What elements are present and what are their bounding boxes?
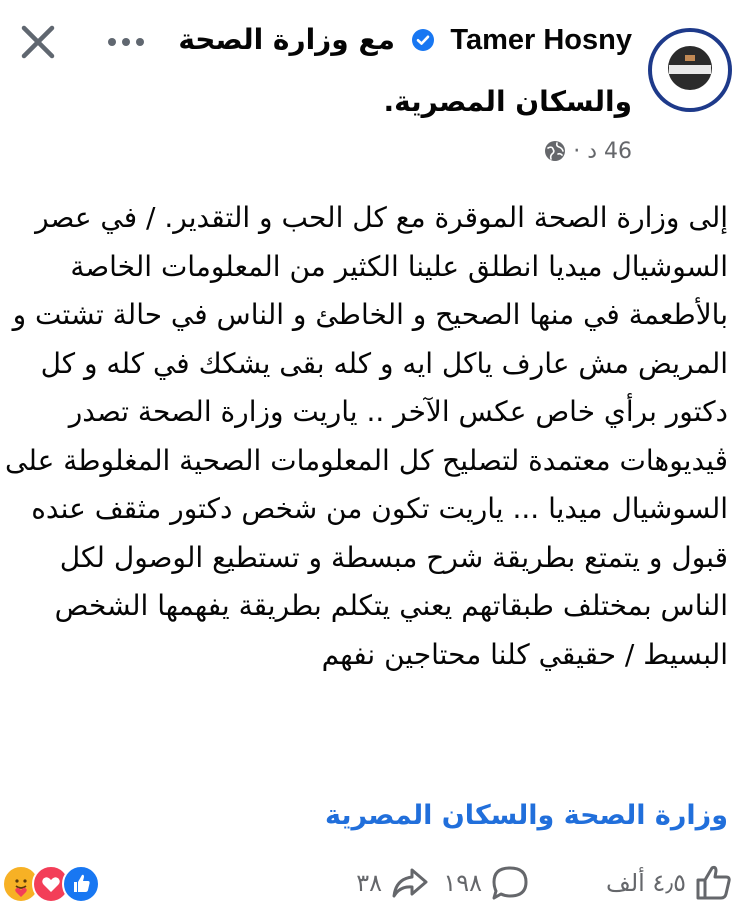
post-text-line: دكتور برأي خاص عكس الآخر .. ياريت وزارة الصحة تصدر xyxy=(68,395,728,428)
post-meta xyxy=(542,136,632,168)
post-footer xyxy=(0,853,750,917)
post-text-line: بالأطعمة في منها الصحيح و الخاطئ و الناس في حالة تشتت و xyxy=(12,298,728,331)
thumbs-up-icon xyxy=(694,864,734,902)
like-icon xyxy=(62,865,100,903)
post-text-line: السوشيال ميديا انطلق علينا الكثير من المعلومات الخاصة xyxy=(70,249,728,283)
reactions-summary[interactable] xyxy=(0,857,110,901)
verified-badge-icon xyxy=(411,28,435,52)
post-body xyxy=(5,194,728,679)
close-icon xyxy=(18,22,58,62)
meta-separator: · xyxy=(573,139,581,164)
post-header xyxy=(0,0,750,200)
post-time[interactable]: 46 د xyxy=(587,139,632,164)
comment-count: ١٩٨ xyxy=(443,869,482,897)
comment-button[interactable] xyxy=(443,863,530,903)
profile-picture-icon xyxy=(655,35,725,105)
like-count: ٤٫٥ ألف xyxy=(605,869,686,897)
post-title-line xyxy=(112,18,632,62)
post-text-line: الناس بمختلف طبقاتهم يعني يتكلم بطريقة يفهمها الشخص xyxy=(54,589,728,622)
post-title-line-2 xyxy=(112,80,632,124)
with-label: مع xyxy=(358,23,395,56)
globe-icon xyxy=(544,140,566,162)
post-text-line: البسيط / حقيقي كلنا محتاجين نفهم xyxy=(321,637,728,671)
avatar[interactable] xyxy=(648,28,732,112)
comment-icon xyxy=(490,864,530,902)
like-button[interactable] xyxy=(606,863,734,903)
post-text-line: السوشيال ميديا ... ياريت تكون من شخص دكتور مثقف عنده xyxy=(31,492,728,525)
post-text-line: قبول و يتمتع بطريقة شرح مبسطة و تستطيع الوصول لكل xyxy=(59,540,728,574)
author-name[interactable]: Tamer Hosny xyxy=(450,24,632,56)
close-button[interactable] xyxy=(18,22,58,62)
mention-link[interactable]: وزارة الصحة والسكان المصرية xyxy=(324,800,728,831)
share-icon xyxy=(390,865,430,901)
share-count: ٣٨ xyxy=(356,869,382,897)
post-text-line: المريض مش عارف ياكل ايه و كله بقى يشكك في كله و كل xyxy=(40,346,728,380)
share-button[interactable] xyxy=(356,863,430,903)
tagged-page-name-cont[interactable]: والسكان المصرية. xyxy=(383,85,632,118)
post-text-line: ڤيديوهات معتمدة لتصليح كل المعلومات الصحية المغلوطة على xyxy=(5,443,728,477)
post-text-line: إلى وزارة الصحة الموقرة مع كل الحب و التقدير. / في عصر xyxy=(35,201,728,234)
tagged-page-name[interactable]: وزارة الصحة xyxy=(178,23,349,56)
